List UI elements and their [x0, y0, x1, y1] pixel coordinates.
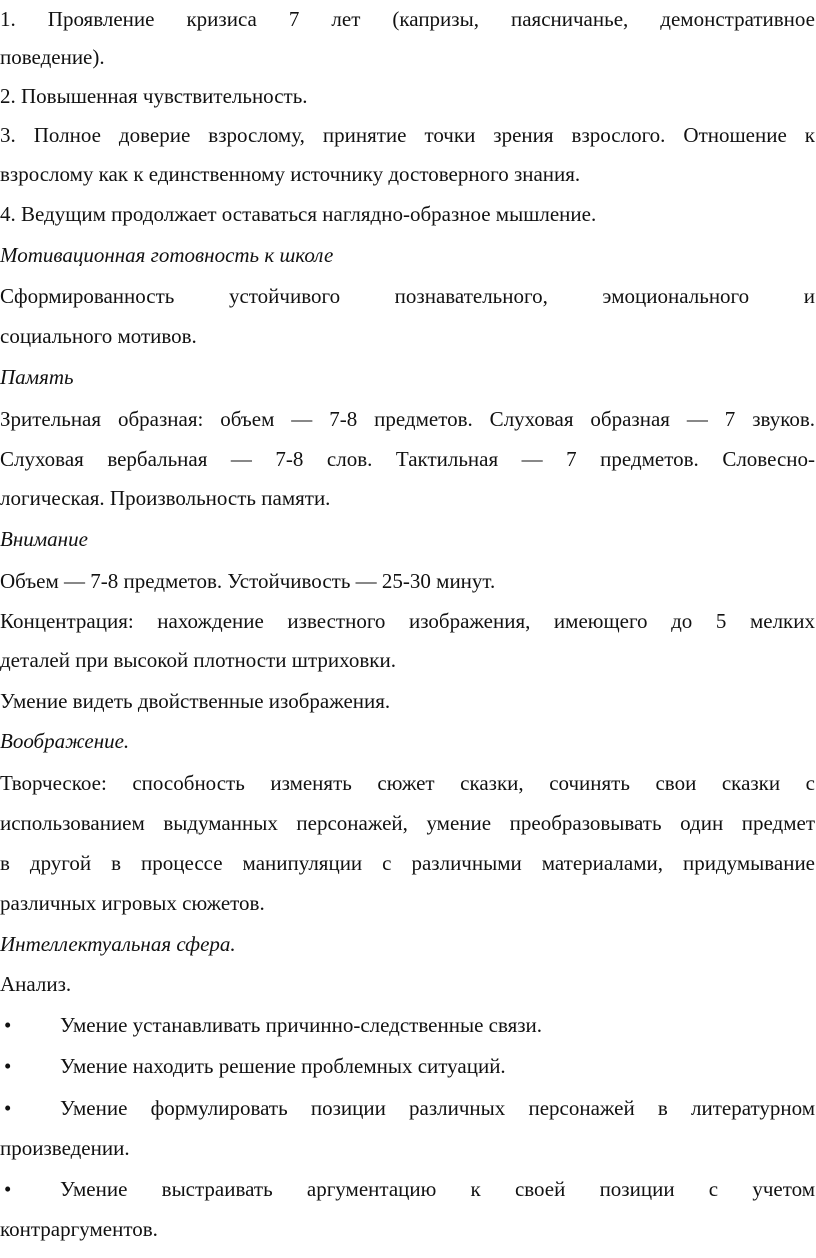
- list-item-text: Умение устанавливать причинно-следственные связи.: [60, 1013, 543, 1037]
- text-line: логическая. Произвольность памяти.: [0, 486, 331, 510]
- list-item: [0, 1006, 815, 1044]
- list-item: [0, 1089, 815, 1127]
- text-line: Умение видеть двойственные изображения.: [0, 689, 391, 713]
- section-heading: Интеллектуальная сфера.: [0, 932, 236, 956]
- list-item-continuation: контраргументов.: [0, 1217, 158, 1241]
- list-item-text: Умение формулировать позиции различных персонажей в литературном: [60, 1096, 815, 1120]
- text-line: Творческое: способность изменять сюжет сказки, сочинять свои сказки с: [0, 771, 815, 795]
- text-line: в другой в процессе манипуляции с различными материалами, придумывание: [0, 851, 815, 875]
- bullet-icon: •: [4, 1054, 12, 1078]
- text-line: Зрительная образная: объем — 7-8 предметов. Слуховая образная — 7 звуков.: [0, 407, 815, 431]
- text-line: Анализ.: [0, 972, 72, 996]
- text-line: Концентрация: нахождение известного изображения, имеющего до 5 мелких: [0, 609, 815, 633]
- text-line: Сформированность устойчивого познавательного, эмоционального и: [0, 284, 815, 308]
- bullet-icon: •: [4, 1177, 12, 1201]
- bullet-icon: •: [4, 1096, 12, 1120]
- text-line: 1. Проявление кризиса 7 лет (капризы, паясничанье, демонстративное: [0, 7, 815, 31]
- text-line: социального мотивов.: [0, 324, 197, 348]
- text-line: 2. Повышенная чувствительность.: [0, 84, 308, 108]
- text-line: Слуховая вербальная — 7-8 слов. Тактильная — 7 предметов. Словесно-: [0, 447, 815, 471]
- text-line: различных игровых сюжетов.: [0, 891, 265, 915]
- section-heading: Мотивационная готовность к школе: [0, 243, 334, 267]
- list-item-continuation: произведении.: [0, 1136, 130, 1160]
- section-heading: Воображение.: [0, 729, 130, 753]
- bullet-icon: •: [4, 1013, 12, 1037]
- text-line: взрослому как к единственному источнику достоверного знания.: [0, 162, 581, 186]
- text-line: использованием выдуманных персонажей, умение преобразовывать один предмет: [0, 811, 815, 835]
- text-line: 3. Полное доверие взрослому, принятие точки зрения взрослого. Отношение к: [0, 123, 815, 147]
- text-line: поведение).: [0, 45, 105, 69]
- text-line: 4. Ведущим продолжает оставаться наглядно-образное мышление.: [0, 202, 597, 226]
- text-line: деталей при высокой плотности штриховки.: [0, 648, 396, 672]
- section-heading: Внимание: [0, 527, 88, 551]
- text-line: Объем — 7-8 предметов. Устойчивость — 25-30 минут.: [0, 569, 496, 593]
- list-item-text: Умение находить решение проблемных ситуаций.: [60, 1054, 506, 1078]
- section-heading: Память: [0, 365, 74, 389]
- list-item: [0, 1047, 815, 1085]
- list-item: [0, 1170, 815, 1208]
- list-item-text: Умение выстраивать аргументацию к своей позиции с учетом: [60, 1177, 815, 1201]
